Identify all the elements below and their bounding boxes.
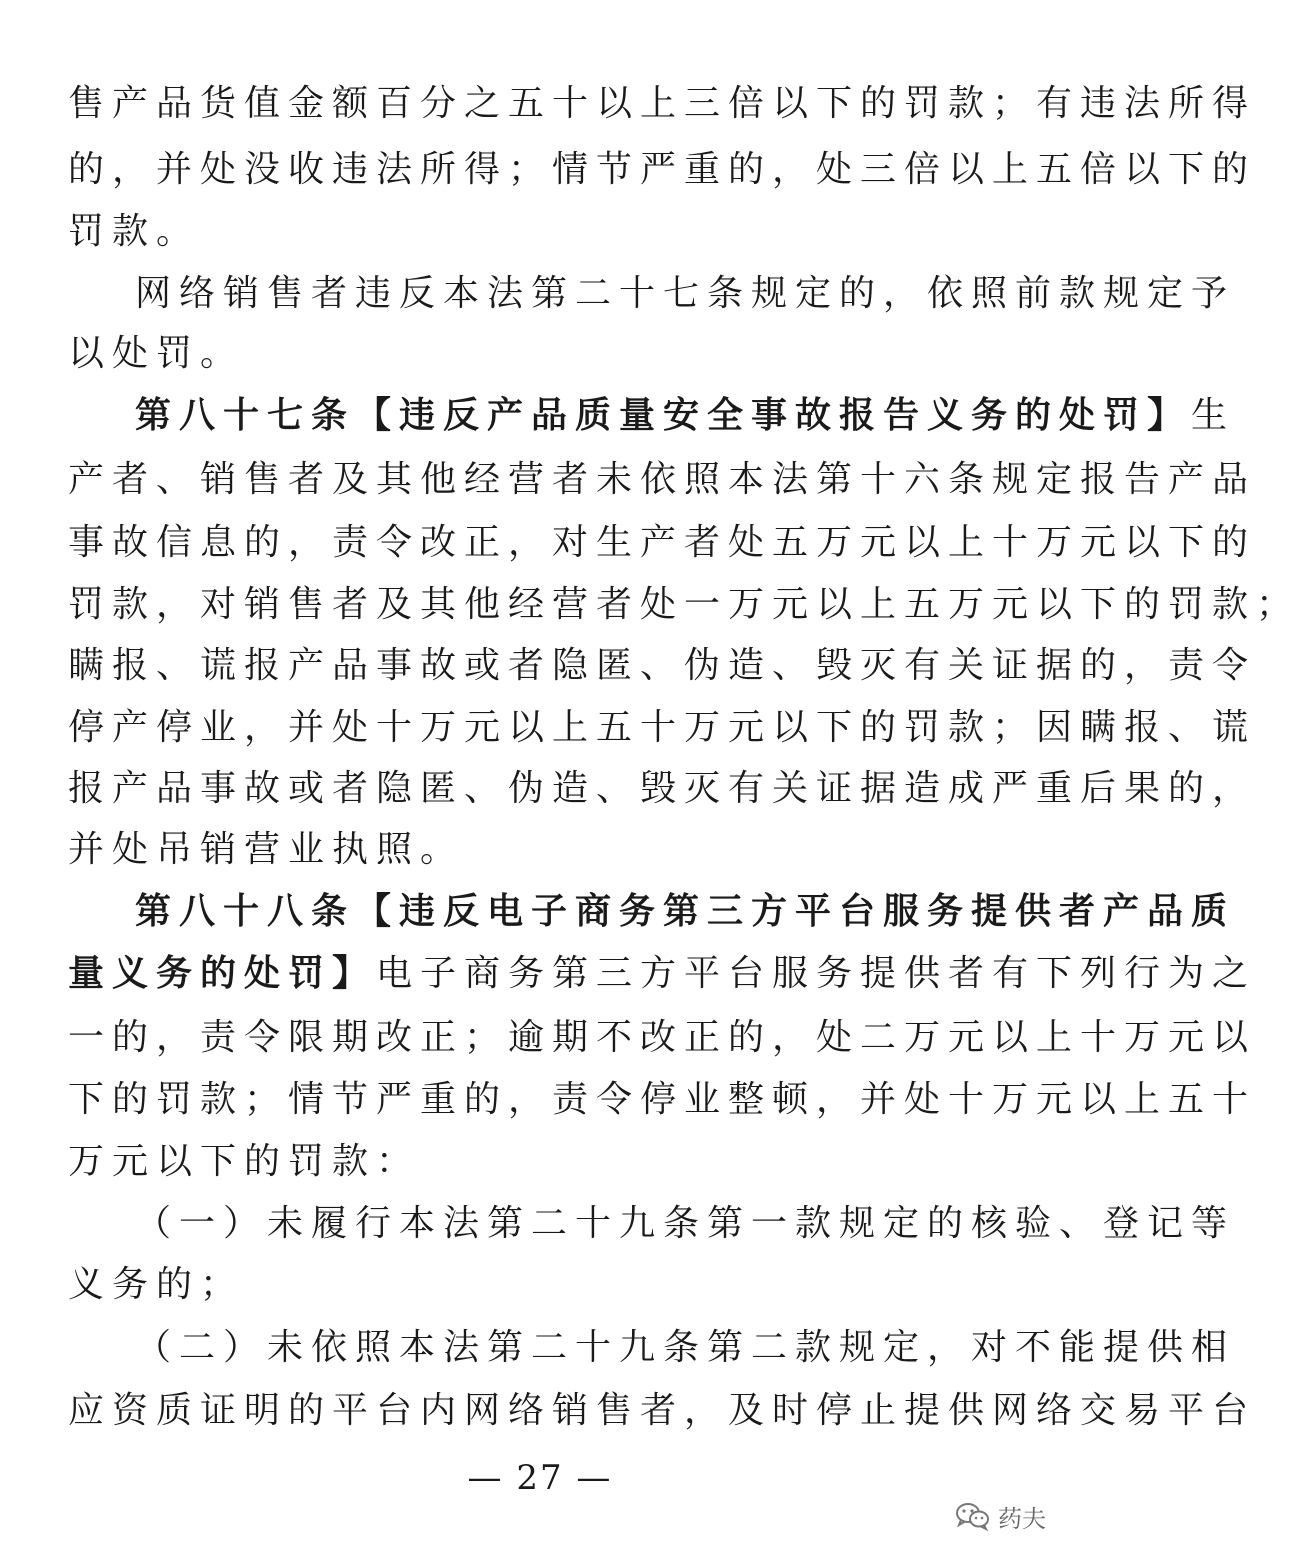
- list-item-line: （二）未依照本法第二十九条第二款规定，对不能提供相: [135, 1327, 1236, 1368]
- paragraph-first-line: 网络销售者违反本法第二十七条规定的，依照前款规定予: [135, 273, 1236, 314]
- wechat-icon: [956, 1502, 990, 1530]
- text-line: 停产停业，并处十万元以上五十万元以下的罚款；因瞒报、谎: [68, 707, 1257, 748]
- text-line: 下的罚款；情节严重的，责令停业整顿，并处十万元以上五十: [68, 1079, 1257, 1120]
- text-line: 量义务的处罚】电子商务第三方平台服务提供者有下列行为之: [68, 953, 1257, 994]
- list-item-line: （一）未履行本法第二十九条第一款规定的核验、登记等: [135, 1203, 1236, 1244]
- text-line: 事故信息的，责令改正，对生产者处五万元以上十万元以下的: [68, 522, 1257, 563]
- text-line: 报产品事故或者隐匿、伪造、毁灭有关证据造成严重后果的，: [68, 768, 1257, 809]
- article-88-title-cont: 量义务的处罚】: [68, 953, 377, 994]
- text-line: 一的，责令限期改正；逾期不改正的，处二万元以上十万元以: [68, 1017, 1257, 1058]
- text-line: 以处罚。: [68, 333, 245, 374]
- text-line: 罚款，对销售者及其他经营者处一万元以上五万元以下的罚款；: [68, 584, 1300, 625]
- article-87-heading-line: 第八十七条【违反产品质量安全事故报告义务的处罚】生: [135, 395, 1236, 436]
- article-87-title: 第八十七条【违反产品质量安全事故报告义务的处罚】: [135, 395, 1192, 436]
- text-line: 的，并处没收违法所得；情节严重的，处三倍以上五倍以下的: [68, 149, 1257, 190]
- text-line: 售产品货值金额百分之五十以上三倍以下的罚款；有违法所得: [68, 83, 1257, 124]
- text-line: 并处吊销营业执照。: [68, 829, 465, 870]
- text-line: 产者、销售者及其他经营者未依照本法第十六条规定报告产品: [68, 459, 1257, 500]
- text-line: 瞒报、谎报产品事故或者隐匿、伪造、毁灭有关证据的，责令: [68, 645, 1257, 686]
- article-88-heading-line: [135, 884, 1236, 940]
- page-number: — 27 —: [467, 1458, 613, 1498]
- text-line: 应资质证明的平台内网络销售者，及时停止提供网络交易平台: [68, 1390, 1257, 1431]
- text-line: 万元以下的罚款：: [68, 1141, 421, 1182]
- watermark: [956, 1496, 1046, 1536]
- text-line: 罚款。: [68, 211, 201, 252]
- text-line: 义务的；: [68, 1264, 245, 1305]
- watermark-label: 药夫: [998, 1504, 1046, 1533]
- article-88-title: 第八十八条【违反电子商务第三方平台服务提供者产品质: [135, 891, 1236, 932]
